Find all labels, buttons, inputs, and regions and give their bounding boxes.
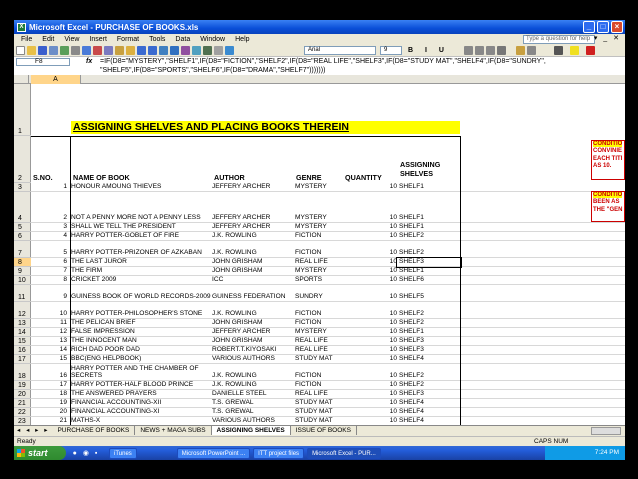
align-left-icon[interactable] [464,46,473,55]
cell-genre[interactable]: STUDY MAT [295,399,333,407]
cell-shelf[interactable]: SHELF2 [399,249,424,257]
menu-format[interactable]: Format [116,36,140,43]
cell-shelf[interactable]: SHELF6 [399,276,424,284]
insert-function-icon[interactable]: fx [86,58,93,65]
cell-genre[interactable]: REAL LIFE [295,346,328,354]
cell-name[interactable]: HARRY POTTER-HALF BLOOD PRINCE [71,381,194,389]
worksheet-grid[interactable] [14,84,625,425]
cell-sno[interactable]: 15 [59,355,67,363]
quick-launch-icons[interactable]: ● ◉ ▪ [72,450,100,457]
standard-toolbar [14,45,625,57]
cell-author[interactable]: J.K. ROWLING [212,232,257,240]
cell-genre[interactable]: MYSTERY [295,214,327,222]
cell-quantity[interactable]: 10 [389,408,397,416]
row-header[interactable]: 23 [14,417,31,425]
start-button[interactable] [14,446,66,460]
save-icon[interactable] [38,46,47,55]
cell-shelf[interactable]: SHELF1 [399,267,424,275]
cell-shelf[interactable]: SHELF2 [399,381,424,389]
system-tray [545,446,625,460]
chart-wizard-icon[interactable] [192,46,201,55]
cell-author[interactable]: J.K. ROWLING [212,310,257,318]
header-author[interactable]: AUTHOR [214,173,245,182]
cell-author[interactable]: J.K. ROWLING [212,249,257,257]
cell-quantity[interactable]: 10 [389,355,397,363]
row-header[interactable]: 13 [14,319,31,328]
select-all-corner[interactable] [14,75,29,84]
print-icon[interactable] [60,46,69,55]
cell-genre[interactable]: REAL LIFE [295,337,328,345]
row-header[interactable]: 1 [14,84,31,136]
task-powerpoint[interactable]: Microsoft PowerPoint ... [177,448,250,459]
header-name-of-book[interactable]: NAME OF BOOK [73,173,130,182]
cell-genre[interactable]: MYSTERY [295,328,327,336]
menu-data[interactable]: Data [175,36,191,43]
help-icon[interactable] [225,46,234,55]
cell-name[interactable]: HARRY POTTER AND THE CHAMBER OF SECRETS [71,364,199,380]
title-bar[interactable] [14,20,625,34]
cell-sno[interactable]: 20 [59,408,67,416]
workbook-window-controls[interactable]: ▾ _ ✕ [593,35,621,42]
menu-file[interactable]: File [21,36,33,43]
row-header[interactable]: 21 [14,399,31,408]
cell-shelf[interactable]: SHELF3 [399,337,424,345]
redo-icon[interactable] [148,46,157,55]
cell-name[interactable]: SHALL WE TELL THE PRESIDENT [71,223,176,231]
table-row [31,241,625,258]
cell-quantity[interactable]: 10 [389,346,397,354]
cell-author[interactable]: T.S. GREWAL [212,399,254,407]
cell-name[interactable]: BBC(ENG HELPBOOK) [71,355,142,363]
center-icon[interactable] [475,46,484,55]
row-header[interactable]: 4 [14,192,31,223]
menu-bar [14,34,625,45]
align-right-icon[interactable] [486,46,495,55]
maximize-button[interactable]: □ [597,21,609,33]
cell-sno[interactable]: 2 [63,214,67,222]
cut-icon[interactable] [93,46,102,55]
cell-quantity[interactable]: 10 [389,258,397,266]
row-header[interactable]: 16 [14,346,31,355]
bold-italic-underline-buttons[interactable]: B I U [408,47,449,54]
header-sno[interactable]: S.NO. [33,173,53,182]
formula-bar [14,57,625,76]
row-header[interactable]: 20 [14,390,31,399]
row-header[interactable]: 3 [14,183,31,192]
cell-quantity[interactable]: 10 [389,183,397,191]
cell-name[interactable]: GUINESS BOOK OF WORLD RECORDS-2009 [71,293,211,301]
cell-name[interactable]: HONOUR AMOUNG THIEVES [71,183,162,191]
cell-sno[interactable]: 16 [59,372,67,380]
table-row [31,232,625,241]
cell-author[interactable]: T.S. GREWAL [212,408,254,416]
cell-name[interactable]: THE FIRM [71,267,103,275]
cell-shelf[interactable]: SHELF1 [399,214,424,222]
print-preview-icon[interactable] [71,46,80,55]
note-line: THE "GEN [593,206,623,213]
cell-sno[interactable]: 1 [63,183,67,191]
cell-name[interactable]: FINANCIAL ACCOUNTING-XI [71,408,160,416]
menu-insert[interactable]: Insert [89,36,107,43]
row-header[interactable]: 11 [14,285,31,302]
fill-color-icon[interactable] [570,46,579,55]
new-icon[interactable] [16,46,25,55]
sheet-tab-bar [14,425,625,435]
condition-note-box[interactable] [591,140,625,180]
cell-sno[interactable]: 9 [63,293,67,301]
cell-sno[interactable]: 5 [63,249,67,257]
cell-shelf[interactable]: SHELF2 [399,310,424,318]
font-color-icon[interactable] [586,46,595,55]
cell-quantity[interactable]: 10 [389,232,397,240]
window-controls [583,21,623,33]
cell-shelf[interactable]: SHELF3 [399,346,424,354]
row-header[interactable]: 9 [14,267,31,276]
cell-genre[interactable]: MYSTERY [295,183,327,191]
cell-quantity[interactable]: 10 [389,276,397,284]
percent-icon[interactable] [527,46,536,55]
row-header[interactable]: 7 [14,241,31,258]
cell-quantity[interactable]: 10 [389,399,397,407]
menu-tools[interactable]: Tools [149,36,166,43]
row-header[interactable]: 2 [14,136,31,183]
status-text: Ready [17,438,36,445]
cell-sno[interactable]: 7 [63,267,67,275]
cell-quantity[interactable]: 10 [389,417,397,425]
table-row [31,390,625,399]
row-headers [14,84,31,425]
row-header-selected[interactable]: 8 [14,258,31,267]
zoom-icon[interactable] [214,46,223,55]
cell-genre[interactable]: FICTION [295,372,322,380]
cell-quantity[interactable]: 10 [389,381,397,389]
cell-author[interactable]: JOHN GRISHAM [212,337,263,345]
table-row [31,223,625,232]
question-help-input[interactable]: Type a question for help [523,35,595,44]
table-row [31,355,625,364]
tab-issue-of-books[interactable]: ISSUE OF BOOKS [291,426,357,435]
caps-num-indicator: CAPS NUM [534,438,569,445]
cell-name[interactable]: CRICKET 2009 [71,276,117,284]
cell-genre[interactable]: STUDY MAT [295,417,333,425]
row-header[interactable]: 12 [14,302,31,319]
cell-shelf[interactable]: SHELF1 [399,328,424,336]
cell-quantity[interactable]: 10 [389,390,397,398]
copy-icon[interactable] [104,46,113,55]
note-line: AS 10. [593,162,612,169]
spelling-icon[interactable] [82,46,91,55]
table-row [31,319,625,328]
menu-help[interactable]: Help [235,36,250,43]
table-row [31,408,625,417]
menu-edit[interactable]: Edit [42,36,55,43]
paste-icon[interactable] [115,46,124,55]
row-header[interactable]: 14 [14,328,31,337]
cell-author[interactable]: JOHN GRISHAM [212,267,263,275]
column-headers [14,75,625,84]
cell-author[interactable]: GUINESS FEDERATION [212,293,286,301]
cell-author[interactable]: ROBERT.T.KIYOSAKI [212,346,277,354]
table-row [31,381,625,390]
cell-genre[interactable]: REAL LIFE [295,258,328,266]
cell-author[interactable]: J.K. ROWLING [212,372,257,380]
cell-genre[interactable]: SUNDRY [295,293,323,301]
menu-view[interactable]: View [64,36,80,43]
note-line: EACH TITI [593,155,623,162]
hyperlink-icon[interactable] [159,46,168,55]
row-header[interactable]: 6 [14,232,31,241]
cell-shelf[interactable]: SHELF4 [399,408,424,416]
cell-author[interactable]: JEFFERY ARCHER [212,223,271,231]
cell-quantity[interactable]: 10 [389,223,397,231]
cell-genre[interactable]: SPORTS [295,276,322,284]
status-bar [14,436,625,446]
cell-shelf-selected[interactable]: SHELF3 [399,258,424,266]
cell-name[interactable]: MATHS-X [71,417,101,425]
cell-quantity[interactable]: 10 [389,337,397,345]
column-header-a[interactable]: A [31,75,81,84]
cell-sno[interactable]: 6 [63,258,67,266]
cell-shelf[interactable]: SHELF4 [399,417,424,425]
cell-sno[interactable]: 13 [59,337,67,345]
cell-author[interactable]: VARIOUS AUTHORS [212,417,275,425]
cell-shelf[interactable]: SHELF4 [399,355,424,363]
cell-shelf[interactable]: SHELF3 [399,390,424,398]
cell-name[interactable]: RICH DAD POOR DAD [71,346,140,354]
cell-sno[interactable]: 12 [59,328,67,336]
menu-window[interactable]: Window [200,36,226,43]
formula-input[interactable]: =IF(D8="MYSTERY","SHELF1",IF(D8="FICTION","SHELF2",IF(D8="REAL LIFE","SHELF3",IF(D8="STUDY MAT","SHELF4",IF(D8="SUNDRY", "SHELF5",IF(D8="SPORTS","SHELF6",IF(D8="DRAMA","SHELF7"))))))) [100,58,546,74]
cell-sno[interactable]: 17 [59,381,67,389]
cell-sno[interactable]: 11 [60,319,67,327]
cell-sno[interactable]: 18 [59,390,67,398]
cell-name[interactable]: HARRY POTTER-PRIZONER OF AZKABAN [71,249,202,257]
minimize-button[interactable]: _ [583,21,595,33]
cell-name[interactable]: FINANCIAL ACCOUNTING-XII [71,399,162,407]
cell-shelf[interactable]: SHELF2 [399,232,424,240]
start-label: start [28,448,48,458]
undo-icon[interactable] [137,46,146,55]
header-quantity[interactable]: QUANTITY [345,173,382,182]
taskbar [14,446,625,460]
cell-quantity[interactable]: 10 [389,328,397,336]
table-row [31,417,625,425]
table-row [31,337,625,346]
cell-name[interactable]: THE PELICAN BRIEF [71,319,136,327]
task-itunes[interactable]: iTunes [109,448,137,459]
cell-sno[interactable]: 21 [59,417,67,425]
cell-sno[interactable]: 4 [63,232,67,240]
row-header[interactable]: 19 [14,381,31,390]
cell-shelf[interactable]: SHELF1 [399,223,424,231]
excel-app-icon: X [17,23,26,32]
table-border [31,136,461,137]
cell-author[interactable]: JEFFERY ARCHER [212,214,271,222]
cell-genre[interactable]: FICTION [295,310,322,318]
cell-genre[interactable]: FICTION [295,232,322,240]
cell-author[interactable]: VARIOUS AUTHORS [212,355,275,363]
merge-center-icon[interactable] [497,46,506,55]
cell-author[interactable]: J.K. ROWLING [212,381,257,389]
table-row [31,399,625,408]
cell-genre[interactable]: MYSTERY [295,223,327,231]
cell-name[interactable]: FALSE IMPRESSION [71,328,135,336]
cell-quantity[interactable]: 10 [389,319,397,327]
horizontal-scrollbar[interactable] [591,427,621,435]
permission-icon[interactable] [49,46,58,55]
cell-shelf[interactable]: SHELF1 [399,183,424,191]
cell-quantity[interactable]: 10 [389,249,397,257]
cell-author[interactable]: JEFFERY ARCHER [212,328,271,336]
cell-genre[interactable]: STUDY MAT [295,355,333,363]
cell-quantity[interactable]: 10 [389,214,397,222]
tab-purchase-of-books[interactable]: PURCHASE OF BOOKS [52,426,135,435]
cell-sno[interactable]: 8 [63,276,67,284]
cell-genre[interactable]: STUDY MAT [295,408,333,416]
cell-quantity[interactable]: 10 [389,267,397,275]
table-row [31,276,625,285]
cell-sno[interactable]: 14 [59,346,67,354]
format-painter-icon[interactable] [126,46,135,55]
cell-author[interactable]: JEFFERY ARCHER [212,183,271,191]
task-itt-project-files[interactable]: ITT project files [253,448,304,459]
sheet-nav-arrows[interactable]: ◂ ◂ ▸ ▸ [17,427,50,434]
table-row [31,192,625,223]
note-heading: CONDITIO [593,141,623,147]
row-header[interactable]: 5 [14,223,31,232]
table-row [31,258,625,267]
note-heading: CONDITIO [593,192,623,198]
note-line: BEEN AS [593,199,620,206]
cell-author[interactable]: JOHN GRISHAM [212,258,263,266]
cell-name[interactable]: THE ANSWERED PRAYERS [71,390,157,398]
cell-quantity[interactable]: 10 [389,310,397,318]
window-title: Microsoft Excel - PURCHASE OF BOOKS.xls [29,22,199,32]
header-genre[interactable]: GENRE [296,173,322,182]
cell-author[interactable]: JOHN GRISHAM [212,319,263,327]
cell-genre[interactable]: FICTION [295,381,322,389]
table-border [460,136,461,425]
table-border [70,136,71,425]
row-header[interactable]: 10 [14,276,31,285]
cell-name[interactable]: HARRY POTTER-PHILOSOPHER'S STONE [71,310,203,318]
font-name-select[interactable]: Arial [304,46,376,55]
note-line: CONVINIE [593,148,623,155]
close-button[interactable]: × [611,21,623,33]
header-assigning-shelves[interactable]: ASSIGNING SHELVES [400,160,441,178]
cell-sno[interactable]: 19 [59,399,67,407]
table-row [31,346,625,355]
cell-author[interactable]: ICC [212,276,224,284]
table-row [31,328,625,337]
table-row [31,364,625,381]
row-header[interactable]: 17 [14,355,31,364]
drawing-icon[interactable] [203,46,212,55]
autosum-icon[interactable] [170,46,179,55]
windows-logo-icon [17,449,25,457]
sheet-title-cell[interactable]: ASSIGNING SHELVES AND PLACING BOOKS THEREIN [71,121,460,134]
sort-icon[interactable] [181,46,190,55]
cell-name[interactable]: THE INNOCENT MAN [71,337,137,345]
cell-name[interactable]: NOT A PENNY MORE NOT A PENNY LESS [71,214,201,222]
table-row [31,285,625,302]
tab-news-maga-subs[interactable]: NEWS + MAGA SUBS [135,426,211,435]
clock[interactable]: 7:24 PM [594,449,619,456]
cell-name[interactable]: THE LAST JUROR [71,258,127,266]
cell-genre[interactable]: FICTION [295,319,322,327]
tab-assigning-shelves[interactable]: ASSIGNING SHELVES [212,426,291,435]
open-icon[interactable] [27,46,36,55]
table-row [31,183,625,192]
table-row [31,267,625,276]
row-header[interactable]: 15 [14,337,31,346]
cell-shelf[interactable]: SHELF5 [399,293,424,301]
font-size-select[interactable]: 9 [380,46,402,55]
cell-genre[interactable]: MYSTERY [295,267,327,275]
task-excel[interactable]: Microsoft Excel - PUR... [307,448,381,459]
cell-genre[interactable]: FICTION [295,249,322,257]
excel-window [14,20,625,457]
cell-author[interactable]: DANIELLE STEEL [212,390,267,398]
cell-quantity[interactable]: 10 [389,372,397,380]
table-row [31,302,625,319]
name-box[interactable]: F8 [16,58,70,66]
cell-genre[interactable]: REAL LIFE [295,390,328,398]
cell-sno[interactable]: 3 [63,223,67,231]
condition-note-box[interactable] [591,191,625,222]
cell-sno[interactable]: 10 [59,310,67,318]
cell-name[interactable]: HARRY POTTER-GOBLET OF FIRE [71,232,180,240]
borders-icon[interactable] [554,46,563,55]
row-header[interactable]: 18 [14,364,31,381]
cell-shelf[interactable]: SHELF2 [399,319,424,327]
row-header[interactable]: 22 [14,408,31,417]
cell-quantity[interactable]: 10 [389,293,397,301]
currency-icon[interactable] [516,46,525,55]
cell-shelf[interactable]: SHELF4 [399,399,424,407]
cell-shelf[interactable]: SHELF2 [399,372,424,380]
